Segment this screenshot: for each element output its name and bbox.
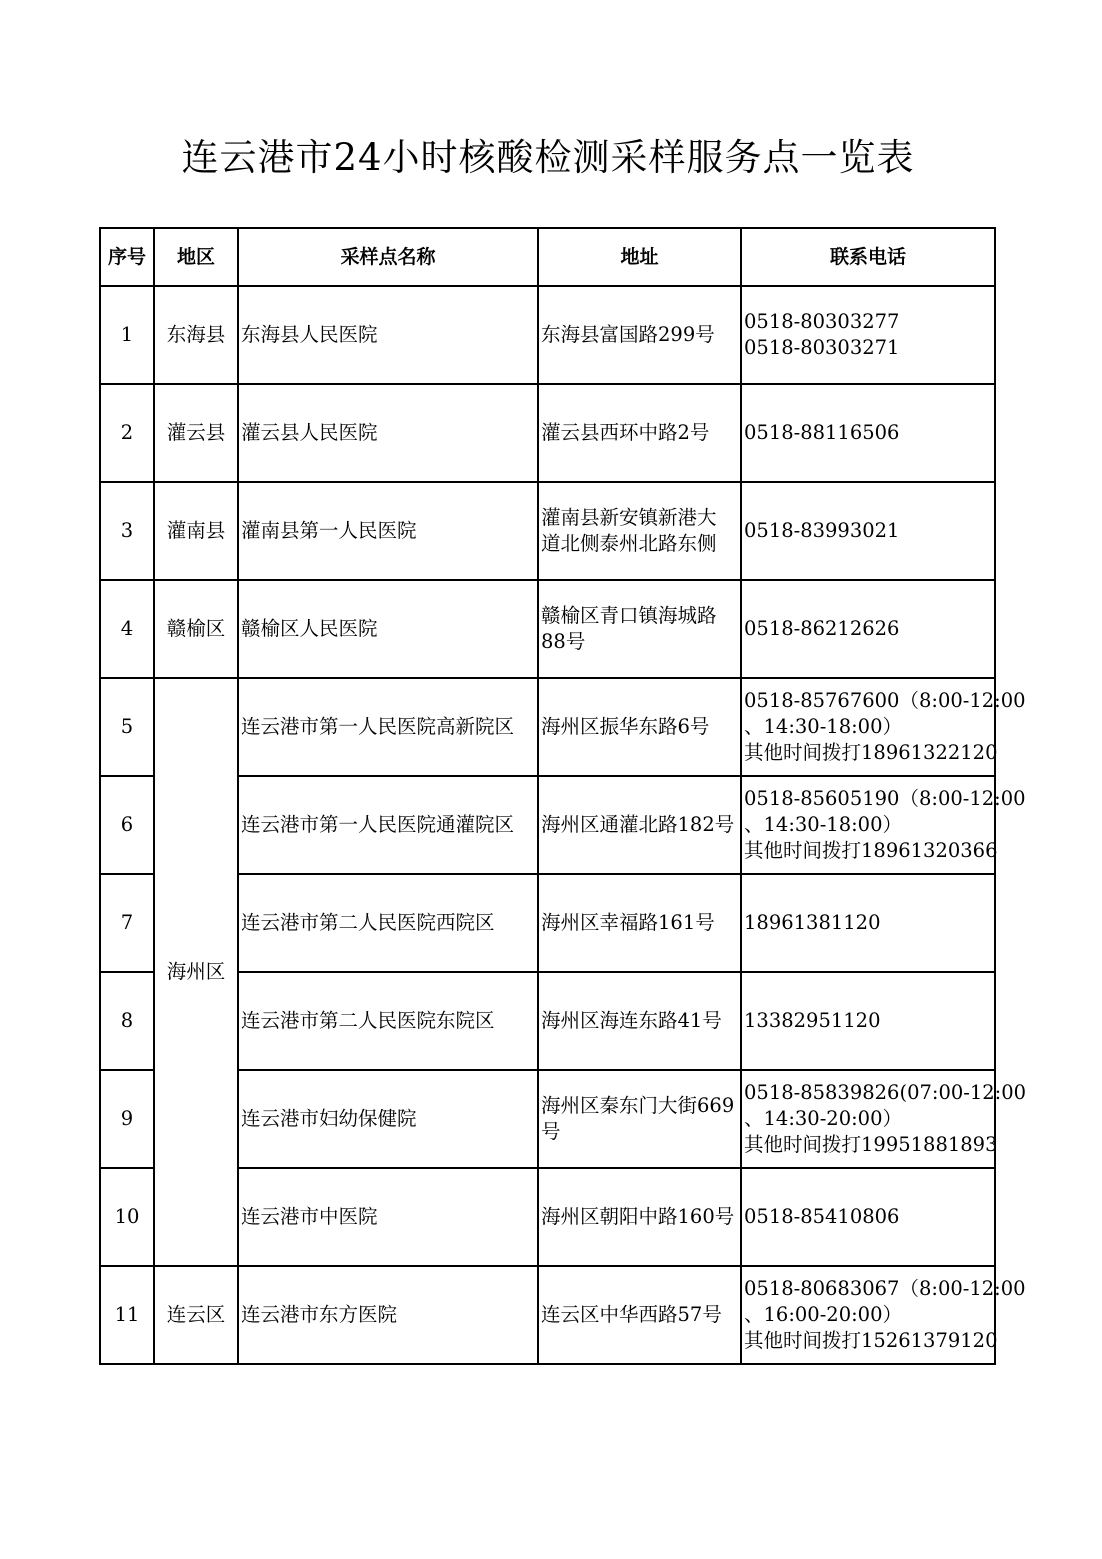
address-line: 连云区中华西路57号 [541,1303,722,1326]
address-line: 海州区振华东路6号 [541,715,710,738]
cell-address [538,1168,741,1266]
address-line: 海州区海连东路41号 [541,1009,722,1032]
cell-seq: 11 [100,1266,154,1364]
phone-line: 0518-80303277 [744,310,900,333]
phone-line: 0518-86212626 [744,617,900,640]
phone-line: 0518-85767600（8:00-12:00 [744,689,1026,712]
table-row [100,482,995,580]
cell-phone [741,972,995,1070]
phone-line: 0518-85605190（8:00-12:00 [744,787,1026,810]
header-seq: 序号 [100,228,154,286]
phone-line: 0518-85410806 [744,1205,900,1228]
cell-phone [741,482,995,580]
cell-address [538,874,741,972]
cell-phone [741,1070,1027,1168]
cell-address [538,286,741,384]
document-title: 连云港市24小时核酸检测采样服务点一览表 [181,136,915,179]
cell-address [538,580,741,678]
cell-address [538,1266,741,1364]
table-row [100,678,995,776]
header-phone: 联系电话 [741,228,995,286]
phone-line: 0518-80683067（8:00-12:00 [744,1277,1026,1300]
cell-address [538,384,741,482]
phone-line: 0518-88116506 [744,421,900,444]
phone-line: 18961381120 [744,911,881,934]
cell-phone [741,580,995,678]
cell-seq: 9 [100,1070,154,1168]
phone-line: 其他时间拨打18961320366 [744,839,998,862]
cell-seq: 3 [100,482,154,580]
phone-line: 、14:30-18:00） [744,715,902,738]
cell-seq: 10 [100,1168,154,1266]
table-body [100,286,1027,1364]
phone-line: 其他时间拨打15261379120 [744,1329,998,1352]
cell-seq: 2 [100,384,154,482]
cell-site-name: 东海县人民医院 [238,286,538,384]
phone-line: 其他时间拨打19951881893 [744,1133,998,1156]
cell-region: 赣榆区 [154,580,238,678]
phone-line: 其他时间拨打18961322120 [744,741,998,764]
cell-phone [741,776,1026,874]
cell-site-name: 灌云县人民医院 [238,384,538,482]
table-header-row [100,228,995,286]
header-address: 地址 [538,228,741,286]
address-line: 道北侧泰州北路东侧 [541,532,717,555]
cell-site-name: 连云港市第一人民医院通灌院区 [238,776,538,874]
cell-phone [741,874,995,972]
cell-phone [741,678,1026,776]
phone-line: 、14:30-20:00） [744,1107,902,1130]
cell-seq: 5 [100,678,154,776]
cell-phone [741,1266,1026,1364]
table-row [100,286,995,384]
cell-address [538,678,741,776]
cell-phone [741,384,995,482]
address-line: 海州区通灌北路182号 [541,813,735,836]
table-row [100,580,995,678]
header-region: 地区 [154,228,238,286]
phone-line: 0518-80303271 [744,336,900,359]
cell-seq: 1 [100,286,154,384]
cell-site-name: 连云港市妇幼保健院 [238,1070,538,1168]
cell-site-name: 赣榆区人民医院 [238,580,538,678]
address-line: 灌云县西环中路2号 [541,421,710,444]
cell-region: 东海县 [154,286,238,384]
sampling-sites-table [99,227,1027,1365]
cell-seq: 8 [100,972,154,1070]
cell-region: 海州区 [154,678,238,1266]
address-line: 东海县富国路299号 [541,323,715,346]
phone-line: 、16:00-20:00） [744,1303,902,1326]
address-line: 88号 [541,630,586,653]
cell-address [538,482,741,580]
cell-site-name: 连云港市第二人民医院东院区 [238,972,538,1070]
address-line: 号 [541,1120,561,1143]
address-line: 灌南县新安镇新港大 [541,506,717,529]
phone-line: 、14:30-18:00） [744,813,902,836]
cell-seq: 7 [100,874,154,972]
header-site-name: 采样点名称 [238,228,538,286]
address-line: 海州区幸福路161号 [541,911,715,934]
cell-region: 灌云县 [154,384,238,482]
cell-region: 灌南县 [154,482,238,580]
cell-region: 连云区 [154,1266,238,1364]
cell-site-name: 连云港市中医院 [238,1168,538,1266]
cell-site-name: 连云港市东方医院 [238,1266,538,1364]
table-row [100,1266,995,1364]
cell-seq: 6 [100,776,154,874]
cell-site-name: 连云港市第二人民医院西院区 [238,874,538,972]
phone-line: 13382951120 [744,1009,881,1032]
phone-line: 0518-85839826(07:00-12:00 [744,1081,1027,1104]
cell-address [538,972,741,1070]
cell-site-name: 灌南县第一人民医院 [238,482,538,580]
cell-site-name: 连云港市第一人民医院高新院区 [238,678,538,776]
cell-address [538,776,741,874]
cell-phone [741,1168,995,1266]
phone-line: 0518-83993021 [744,519,900,542]
address-line: 海州区秦东门大街669 [541,1094,735,1117]
address-line: 赣榆区青口镇海城路 [541,604,717,627]
cell-phone [741,286,995,384]
cell-address [538,1070,741,1168]
table-row [100,384,995,482]
address-line: 海州区朝阳中路160号 [541,1205,735,1228]
cell-seq: 4 [100,580,154,678]
